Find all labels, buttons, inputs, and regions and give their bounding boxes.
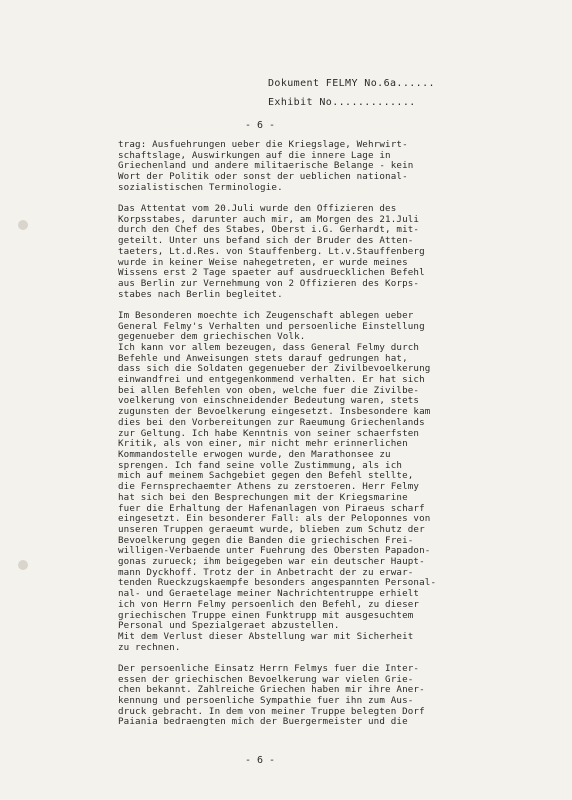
text-line: sprengen. Ich fand seine volle Zustimmung, als ich (118, 459, 403, 471)
punch-hole-mark (18, 560, 28, 570)
document-body (118, 140, 538, 739)
text-line: Der persoenliche Einsatz Herrn Felmys fuer die Inter- (118, 662, 420, 674)
text-line: bei allen Befehlen von oben, welche fuer die Zivilbe- (118, 384, 420, 396)
text-line: geteilt. Unter uns befand sich der Bruder des Atten- (118, 235, 414, 247)
text-line: Wissens erst 2 Tage spaeter auf ausdruecklichen Befehl (118, 267, 425, 279)
text-line: voelkerung von einschneidender Bedeutung waren, stets (118, 395, 420, 407)
text-line: Im Besonderen moechte ich Zeugenschaft ablegen ueber (118, 309, 414, 321)
text-line: die Fernsprechaemter Athens zu zerstoeren. Herr Felmy (118, 481, 420, 493)
paragraph (118, 140, 538, 194)
text-line: dass sich die Soldaten gegenueber der Zivilbevoelkerung (118, 363, 431, 375)
text-line: fuer die Erhaltung der Hafenanlagen von Piraeus scharf (118, 502, 425, 514)
text-line: zugunsten der Bevoelkerung eingesetzt. Insbesondere kam (118, 406, 431, 418)
text-line: gegenueber dem griechischen Volk. (118, 331, 306, 343)
text-line: Mit dem Verlust dieser Abstellung war mit Sicherheit (118, 630, 414, 642)
text-line: Korpsstabes, darunter auch mir, am Morgen des 21.Juli (118, 213, 420, 225)
text-line: Das Attentat vom 20.Juli wurde den Offizieren des (118, 203, 397, 215)
text-line: taeters, Lt.d.Res. von Stauffenberg. Lt.v.Stauffenberg (118, 245, 425, 257)
text-line: dies bei den Vorbereitungen zur Raeumung Griechenlands (118, 416, 425, 428)
text-line: Paiania bedraengten mich der Buergermeister und die (118, 716, 408, 728)
text-line: griechischen Truppe einen Funktrupp mit ausgesuchtem (118, 609, 414, 621)
text-line: mich auf meinem Sachgebiet gegen den Befehl stellte, (118, 470, 414, 482)
text-line: eingesetzt. Ein besonderer Fall: als der Peloponnes von (118, 513, 431, 525)
paragraph (118, 664, 538, 728)
text-line: druck gebracht. In dem von meiner Truppe belegten Dorf (118, 705, 425, 717)
paragraph (118, 311, 538, 654)
text-line: mann Dyckhoff. Trotz der in Anbetracht der zu erwar- (118, 566, 414, 578)
text-line: Befehle und Anweisungen stets darauf gedrungen hat, (118, 352, 408, 364)
paragraph (118, 204, 538, 300)
text-line: zu rechnen. (118, 641, 181, 653)
text-line: kennung und persoenliche Sympathie fuer ihn zum Aus- (118, 694, 414, 706)
text-line: unseren Truppen geraeumt wurde, blieben zum Schutz der (118, 523, 425, 535)
text-line: zur Geltung. Ich habe Kenntnis von seiner schaerfsten (118, 427, 420, 439)
text-line: aus Berlin zur Vernehmung von 2 Offizieren des Korps- (118, 277, 420, 289)
text-line: essen der griechischen Bevoelkerung war vielen Grie- (118, 673, 414, 685)
text-line: trag: Ausfuehrungen ueber die Kriegslage, Wehrwirt- (118, 139, 408, 150)
page-number-top: - 6 - (244, 120, 276, 131)
text-line: schaftslage, Auswirkungen auf die innere Lage in (118, 149, 391, 161)
text-line: General Felmy's Verhalten und persoenliche Einstellung (118, 320, 425, 332)
text-line: stabes nach Berlin begleitet. (118, 288, 283, 300)
document-reference: Dokument FELMY No.6a...... (268, 78, 435, 89)
punch-hole-mark (18, 220, 28, 230)
text-line: durch den Chef des Stabes, Oberst i.G. Gerhardt, mit- (118, 224, 420, 236)
text-line: willigen-Verbaende unter Fuehrung des Obersten Papadon- (118, 545, 431, 557)
text-line: einwandfrei und entgegenkommend verhalten. Er hat sich (118, 374, 425, 386)
text-line: nal- und Geraetelage meiner Nachrichtentruppe erhielt (118, 588, 420, 600)
exhibit-reference: Exhibit No............. (268, 97, 416, 108)
text-line: chen bekannt. Zahlreiche Griechen haben mir ihre Aner- (118, 684, 425, 696)
text-line: wurde in keiner Weise nahegetreten, er wurde meines (118, 256, 408, 268)
text-line: sozialistischen Terminologie. (118, 181, 283, 193)
text-line: gonas zurueck; ihm beigegeben war ein deutscher Haupt- (118, 556, 425, 568)
page-number-bottom: - 6 - (244, 755, 276, 766)
text-line: Ich kann vor allem bezeugen, dass General Felmy durch (118, 341, 420, 353)
text-line: Griechenland und andere militaerische Belange - kein (118, 160, 414, 172)
text-line: ich von Herrn Felmy persoenlich den Befehl, zu dieser (118, 598, 420, 610)
text-line: hat sich bei den Besprechungen mit der Kriegsmarine (118, 491, 408, 503)
text-line: Kommandostelle erwogen wurde, den Marathonsee zu (118, 448, 391, 460)
text-line: Kritik, als von einer, mir nicht mehr erinnerlichen (118, 438, 408, 450)
text-line: Personal und Spezialgeraet abzustellen. (118, 620, 340, 632)
text-line: Bevoelkerung gegen die Banden die griechischen Frei- (118, 534, 414, 546)
text-line: Wort der Politik oder sonst der ueblichen national- (118, 171, 408, 183)
text-line: tenden Rueckzugskaempfe besonders angespannten Personal- (118, 577, 437, 589)
